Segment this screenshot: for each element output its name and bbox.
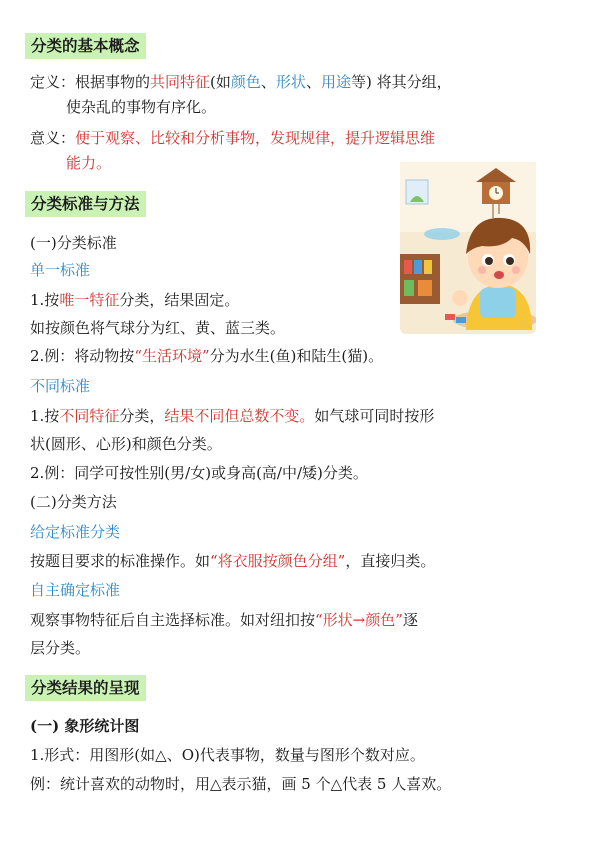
different-standard-line-1: 1.按不同特征分类，结果不同但总数不变。如气球可同时按形 [30, 407, 435, 425]
self-standard-line-2: 层分类。 [30, 639, 91, 657]
results-line-2: 例：统计喜欢的动物时，用△表示猫，画 5 个△代表 5 人喜欢。 [30, 775, 452, 793]
definition-line: 定义：根据事物的共同特征(如颜色、形状、用途等) 将其分组， [30, 73, 452, 91]
child-playing-illustration [400, 162, 536, 334]
definition-line-2: 使杂乱的事物有序化。 [66, 98, 217, 116]
meaning-line-2: 能力。 [66, 154, 112, 172]
section-heading-standards: 分类标准与方法 [25, 191, 146, 217]
self-standard-title: 自主确定标准 [30, 581, 121, 599]
methods-part-title: (二)分类方法 [30, 493, 117, 511]
single-standard-line-2: 如按颜色将气球分为红、黄、蓝三类。 [30, 319, 286, 337]
different-standard-line-2: 状(圆形、心形)和颜色分类。 [30, 435, 222, 453]
meaning-line: 意义：便于观察、比较和分析事物，发现规律，提升逻辑思维 [30, 129, 436, 147]
different-standard-line-3: 2.例：同学可按性别(男/女)或身高(高/中/矮)分类。 [30, 464, 368, 482]
single-standard-line-1: 1.按唯一特征分类，结果固定。 [30, 291, 240, 309]
standards-part-title: (一)分类标准 [30, 234, 117, 252]
different-standard-title: 不同标准 [30, 377, 91, 395]
given-standard-line: 按题目要求的标准操作。如“将衣服按颜色分组”，直接归类。 [30, 552, 436, 570]
section-heading-results: 分类结果的呈现 [25, 675, 146, 701]
results-part-title: (一) 象形统计图 [30, 717, 140, 735]
given-standard-title: 给定标准分类 [30, 523, 121, 541]
single-standard-line-3: 2.例：将动物按“生活环境”分为水生(鱼)和陆生(猫)。 [30, 347, 384, 365]
self-standard-line-1: 观察事物特征后自主选择标准。如对纽扣按“形状→颜色”逐 [30, 611, 418, 629]
section-heading-concept: 分类的基本概念 [25, 33, 146, 59]
single-standard-title: 单一标准 [30, 261, 91, 279]
results-line-1: 1.形式：用图形(如△、O)代表事物，数量与图形个数对应。 [30, 746, 425, 764]
